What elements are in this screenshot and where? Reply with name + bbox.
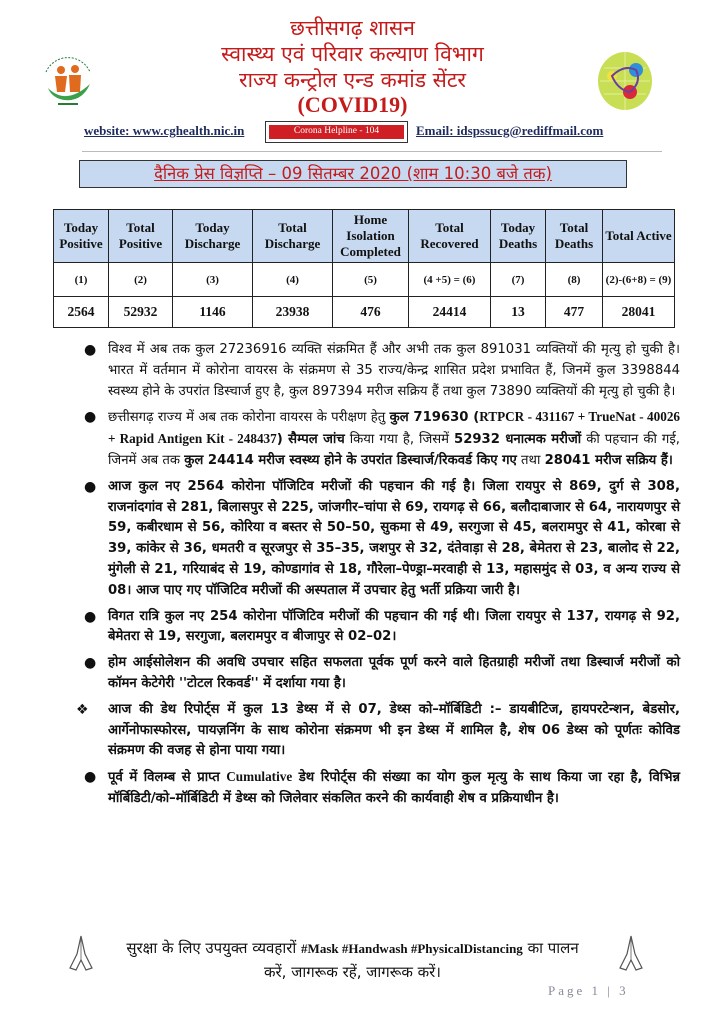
value-home-isolation: 476 [333, 297, 409, 328]
bullet-text: आज की डेथ रिपोर्ट्स में कुल 13 डेथ्स में से 07, डेथ्स को–मॉर्बिडिटी :– डायबीटिज, हायपरटेन्शन, बेडसोर, आर्गेनोफास्फोरस, पायज़निंग के साथ कोरोना संक्रमण भी इन डेथ्स में शामिल है, शेष 06 डेथ्स को पूर्णतः कोविड संक्रमण की वजह से होना पाया गया। [108, 701, 680, 759]
bullet-text: डेथ रिपोर्ट्स की संख्या का योग कुल मृत्यु के साथ किया जा रहा है, विभिन्न मॉर्बिडिटी/को–मॉर्बिडिटी में डेथ्स को जिलेवार संकलित करने की कार्यवाही शेष व प्रक्रियाधीन है। [108, 770, 680, 806]
bullet-text: छत्तीसगढ़ राज्य में अब तक कोरोना वायरस के परीक्षण हेतु [108, 410, 390, 426]
value-today-positive: 2564 [54, 297, 109, 328]
formula-cell: (3) [173, 263, 253, 297]
bullet-text: विगत रात्रि कुल नए 254 कोरोना पॉजिटिव मरीजों की पहचान की गई थी। जिला रायपुर से 137, रायगढ़ से 92, बेमेतरा से 19, सरगुजा, बलरामपुर व बीजापुर से 02–02। [108, 608, 680, 645]
bullet-text: की पहचान की गई, जिनमें अब तक [108, 432, 680, 468]
safety-message-line1 [0, 938, 705, 958]
table-values-row [54, 297, 675, 328]
bullet-icon: ● [84, 769, 97, 786]
header-home-isolation: Home Isolation Completed [333, 210, 409, 263]
value-total-deaths: 477 [546, 297, 603, 328]
table-header-row [54, 210, 675, 263]
safety-message-line2: करें, जागरूक रहें, जागरूक करें। [264, 963, 441, 981]
bullet-text: विश्व में अब तक कुल 27236916 व्यक्ति संक्रमित हैं और अभी तक कुल 891031 व्यक्तियों की मृत्यु हो चुकी है। भारत में वर्तमान में कोरोना वायरस के संक्रमण से 35 राज्य/केन्द्र शासित प्रदेश प्रभावित हैं, जिनमें कुल 3398844 स्वस्थ्य होने के उपरांत डिस्चार्ज हुए है, कुल 897394 मरीज सक्रिय हैं तथा कुल 73890 व्यक्तियों की मृत्यु हो चुकी है। [108, 342, 680, 399]
formula-cell: (4) [253, 263, 333, 297]
helpline-label: Corona Helpline - 104 [269, 125, 404, 139]
bullet-icon: ● [84, 478, 97, 495]
header-total-recovered: Total Recovered [409, 210, 491, 263]
page-number: Page 1 | 3 [548, 983, 629, 998]
bullet-icon: ● [84, 655, 97, 672]
bullet-text: तथा [516, 452, 545, 468]
formula-cell: (4 +5) = (6) [409, 263, 491, 297]
department-title: स्वास्थ्य एवं परिवार कल्याण विभाग [221, 42, 484, 66]
bullet-text-bold: 28041 मरीज सक्रिय हैं। [544, 452, 673, 468]
header-total-active: Total Active [603, 210, 675, 263]
bullet-icon: ● [84, 342, 97, 358]
footer-hashtags: #Mask #Handwash #PhysicalDistancing [301, 941, 523, 956]
footer-text: सुरक्षा के लिए उपयुक्त व्यवहारों [126, 939, 302, 957]
bullet-home-isolation [80, 653, 680, 695]
value-today-discharge: 1146 [173, 297, 253, 328]
bullet-text-bold: ) सैम्पल जांच [276, 432, 345, 448]
header-total-discharge: Total Discharge [253, 210, 333, 263]
value-today-deaths: 13 [491, 297, 546, 328]
bullet-death-reports [76, 700, 680, 762]
bullet-last-night-cases [80, 607, 680, 649]
bullet-text-bold: कुल 24414 मरीज स्वस्थ्य होने के उपरांत डिस्चार्ज/रिकवर्ड किए गए [184, 452, 517, 468]
bullet-text: आज कुल नए 2564 कोरोना पॉजिटिव मरीजों की पहचान की गई है। जिला रायपुर से 869, दुर्ग से 308, राजनांदगांव से 281, बिलासपुर से 225, जांजगीर–चांपा से 69, रायगढ़ से 66, बलौदाबाजार से 64, नारायणपुर से 59, कबीरधाम से 56, कोरिया व बस्तर से 50–50, सुकमा से 49, सरगुजा से 45, बलरामपुर से 41, कोरबा से 39, कांकेर से 36, धमतरी व सूरजपुर से 35–35, जशपुर से 32, दंतेवाड़ा से 28, बेमेतरा से 23, बालोद से 22, मुंगेली से 21, गरियाबंद से 19, कोण्डागांव से 18, गौरेला–पेण्ड्रा–मरवाही से 13, महासमुंद से 03, व अन्य राज्य से 08। आज पाए गए पॉजिटिव मरीजों की अस्पताल में उपचार हेतु भर्ती प्रक्रिया जारी है। [108, 478, 680, 598]
contact-row [0, 120, 705, 144]
test-breakdown: RTPCR - 431167 + TrueNat - 40026 + Rapid Antigen Kit - 248437 [108, 409, 681, 447]
formula-cell: (2)-(6+8) = (9) [603, 263, 675, 297]
header-today-deaths: Today Deaths [491, 210, 546, 263]
header-total-deaths: Total Deaths [546, 210, 603, 263]
bullet-text-bold: 52932 धनात्मक मरीजों [454, 432, 582, 448]
value-total-discharge: 23938 [253, 297, 333, 328]
value-total-positive: 52932 [109, 297, 173, 328]
covid-title: (COVID19) [297, 92, 408, 117]
header-today-positive: Today Positive [54, 210, 109, 263]
header-divider [82, 151, 662, 152]
formula-cell: (1) [54, 263, 109, 297]
table-formula-row [54, 263, 675, 297]
bullet-list [76, 340, 681, 815]
bullet-icon: ● [84, 608, 97, 625]
bullet-text: होम आईसोलेशन की अवधि उपचार सहित सफलता पूर्वक पूर्ण करने वाले हितग्राही मरीजों तथा डिस्चार्ज मरीजों को कॉमन केटेगेरी ''टोटल रिकवर्ड'' में दर्शाया गया है। [108, 655, 680, 691]
command-center-title: राज्य कन्ट्रोल एन्ड कमांड सेंटर [239, 68, 466, 92]
bullet-district-cases [80, 477, 680, 602]
email-link[interactable]: Email: idspssucg@rediffmail.com [416, 123, 604, 138]
bullet-testing-stats [80, 407, 680, 471]
formula-cell: (7) [491, 263, 546, 297]
government-title: छत्तीसगढ़ शासन [290, 16, 415, 40]
diamond-bullet-icon: ❖ [76, 701, 89, 718]
covid-stats-table [53, 209, 675, 328]
formula-cell: (2) [109, 263, 173, 297]
formula-cell: (8) [546, 263, 603, 297]
press-release-title: दैनिक प्रेस विज्ञप्ति – 09 सितम्बर 2020 (शाम 10:30 बजे तक) [79, 160, 627, 188]
value-total-recovered: 24414 [409, 297, 491, 328]
website-link[interactable]: website: www.cghealth.nic.in [84, 123, 245, 138]
header-total-positive: Total Positive [109, 210, 173, 263]
bullet-text-latin: Cumulative [226, 769, 293, 785]
bullet-text: पूर्व में विलम्ब से प्राप्त [108, 770, 227, 786]
bullet-text: किया गया है, जिसमें [344, 432, 455, 448]
footer-text: का पालन [522, 939, 579, 957]
bullet-icon: ● [84, 409, 97, 426]
bullet-cumulative-deaths [80, 767, 680, 810]
bullet-text-bold: कुल 719630 ( [389, 410, 480, 426]
helpline-box [265, 121, 408, 143]
bullet-world-stats [80, 340, 680, 402]
formula-cell: (5) [333, 263, 409, 297]
value-total-active: 28041 [603, 297, 675, 328]
header-today-discharge: Today Discharge [173, 210, 253, 263]
